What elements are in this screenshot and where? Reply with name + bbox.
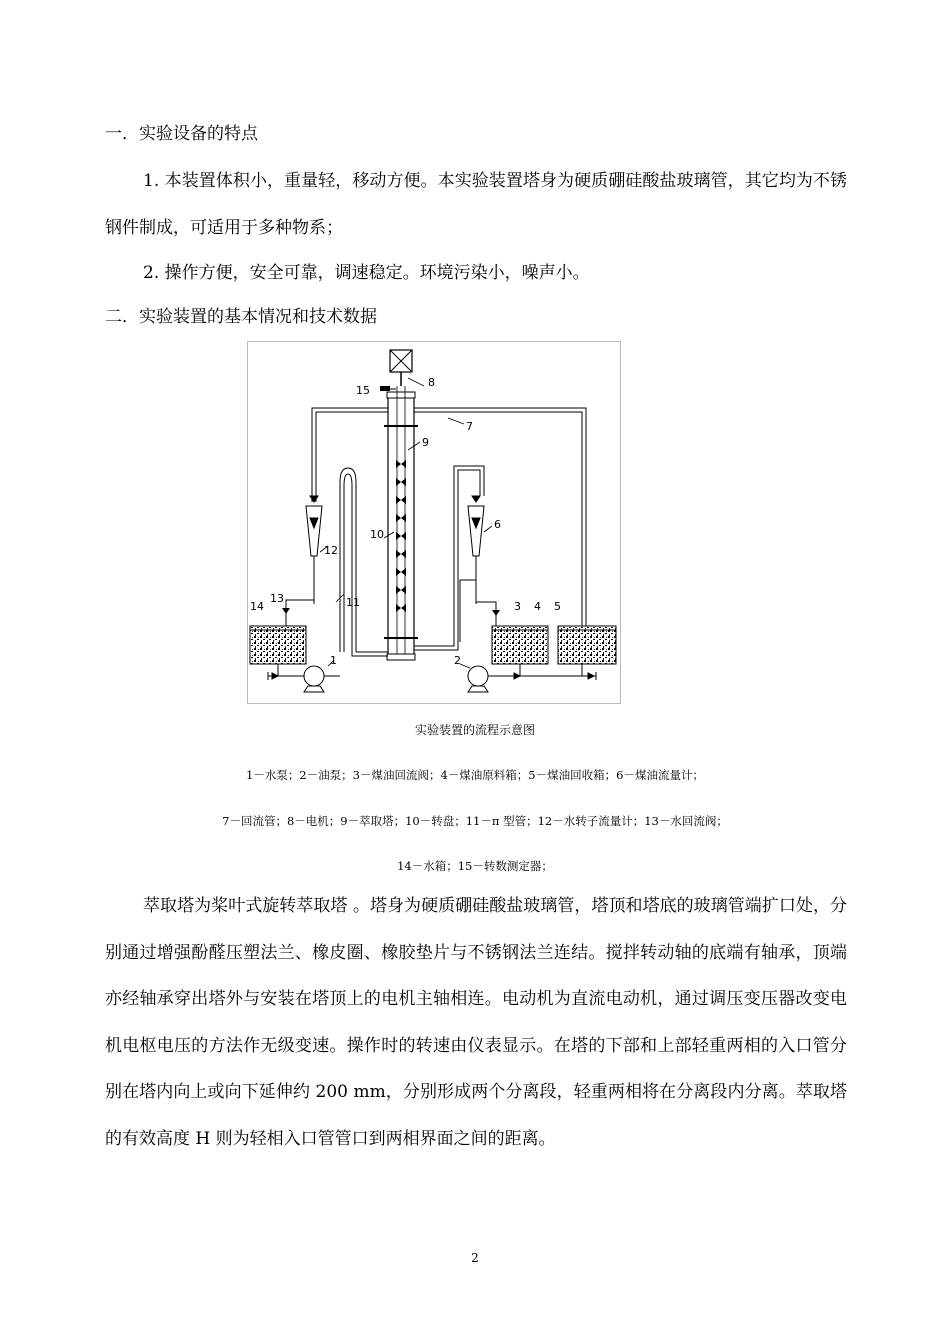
oil-feed-pipe <box>414 466 484 650</box>
label-13: 13 <box>270 592 284 605</box>
label-2: 2 <box>454 654 461 667</box>
section-1-item-1: 1. 本装置体积小，重量轻，移动方便。本实验装置塔身为硬质硼硅酸盐玻璃管，其它均为不锈钢件制成，可适用于多种物系； <box>105 171 847 238</box>
label-12: 12 <box>324 544 338 557</box>
label-1: 1 <box>330 654 337 667</box>
label-8: 8 <box>428 376 435 389</box>
tachometer-icon <box>380 386 390 391</box>
return-pipe <box>312 408 586 626</box>
body-paragraph: 萃取塔为桨叶式旋转萃取塔 。塔身为硬质硼硅酸盐玻璃管，塔顶和塔底的玻璃管端扩口处，分别通过增强酚醛压塑法兰、橡皮圈、橡胶垫片与不锈钢法兰连结。搅拌转动轴的底端有轴承，顶端亦经轴承穿出塔外与安装在塔顶上的电机主轴相连。电动机为直流电动机，通过调压变压器改变电机电枢电压的方法作无级变速。操作时的转速由仪表显示。在塔的下部和上部轻重两相的入口管分别在塔内向上或向下延伸约 200 mm，分别形成两个分离段，轻重两相将在分离段内分离。萃取塔的有效高度 H 则为轻相入口管管口到两相界面之间的距离。 <box>105 896 847 1149</box>
process-flow-svg <box>248 342 620 703</box>
label-4: 4 <box>534 600 541 613</box>
section-1-title: 一．实验设备的特点 <box>105 124 258 144</box>
label-7: 7 <box>466 420 473 433</box>
label-15: 15 <box>356 384 370 397</box>
figure-legend-line-2: 7－回流管；8－电机；9－萃取塔；10－转盘；11－π 型管；12－水转子流量计；13－水回流阀； <box>222 814 728 828</box>
figure-legend-line-1: 1－水泵；2－油泵；3－煤油回流阀；4－煤油原料箱；5－煤油回收箱；6－煤油流量计； <box>246 768 704 782</box>
oil-pump <box>468 664 596 692</box>
water-pump <box>268 664 340 692</box>
motor-icon <box>390 350 412 386</box>
label-10: 10 <box>370 528 384 541</box>
label-5: 5 <box>554 600 561 613</box>
label-6: 6 <box>494 518 501 531</box>
kerosene-recovery-tank <box>558 626 616 664</box>
water-rotameter <box>306 496 322 604</box>
label-14: 14 <box>250 600 264 613</box>
section-2-title: 二．实验装置的基本情况和技术数据 <box>105 307 377 327</box>
figure-caption: 实验装置的流程示意图 <box>414 723 535 737</box>
extraction-column <box>384 386 418 660</box>
oil-rotameter <box>468 496 484 604</box>
rotor-discs <box>396 460 406 612</box>
section-1-item-2: 2. 操作方便，安全可靠，调速稳定。环境污染小，噪声小。 <box>143 263 590 283</box>
figure-legend-line-3: 14－水箱；15－转数测定器； <box>397 859 553 873</box>
label-3: 3 <box>514 600 521 613</box>
pi-tube <box>340 468 388 656</box>
process-flow-diagram <box>247 341 621 704</box>
label-9: 9 <box>422 436 429 449</box>
page-number: 2 <box>471 1251 479 1265</box>
label-11: 11 <box>346 596 360 609</box>
